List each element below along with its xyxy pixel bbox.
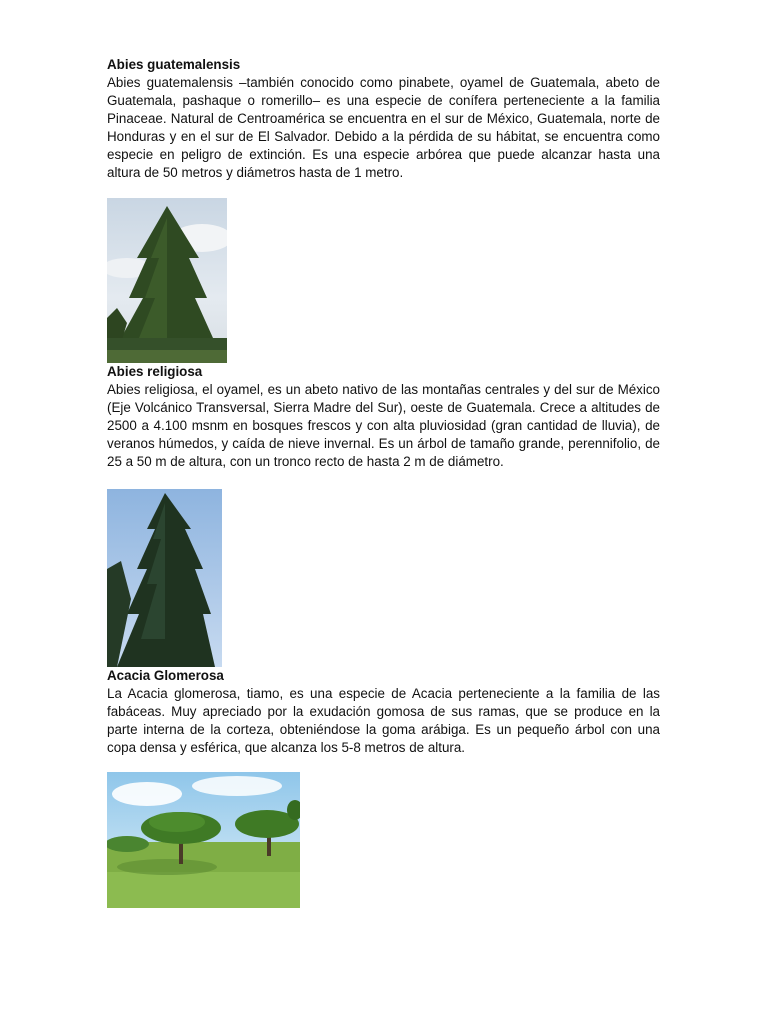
- acacia-tree-image: [107, 772, 300, 908]
- section-paragraph: La Acacia glomerosa, tiamo, es una especie de Acacia perteneciente a la familia de las fabáceas. Muy apreciado por la exudación gomosa de sus ramas, que se produce en la parte interna de la corteza, obteniéndose la goma arábiga. Es un pequeño árbol con una copa densa y esférica, que alcanza los 5-8 metros de altura.: [107, 686, 660, 755]
- abies-guatemalensis-photo: [107, 198, 227, 363]
- fir-tree-image: [107, 198, 227, 363]
- section-title: Abies guatemalensis: [107, 57, 241, 72]
- section-paragraph: Abies religiosa, el oyamel, es un abeto nativo de las montañas centrales y del sur de México (Eje Volcánico Transversal, Sierra Madre del Sur), oeste de Guatemala. Crece a altitudes de 2500 a 4.100 msnm en bosques frescos y con alta pluviosidad (gran cantidad de lluvia), de veranos húmedos, y caída de nieve invernal. Es un árbol de tamaño grande, perennifolio, de 25 a 50 m de altura, con un tronco recto de hasta 2 m de diámetro.: [107, 382, 660, 469]
- section-acacia-glomerosa: [107, 667, 660, 757]
- abies-religiosa-photo: [107, 489, 222, 667]
- section-title: Abies religiosa: [107, 364, 203, 379]
- acacia-glomerosa-photo: [107, 772, 300, 908]
- section-abies-guatemalensis: [107, 56, 660, 182]
- section-paragraph: Abies guatemalensis –también conocido como pinabete, oyamel de Guatemala, abeto de Guatemala, pashaque o romerillo– es una especie de conífera perteneciente a la familia Pinaceae. Natural de Centroamérica se encuentra en el sur de México, Guatemala, norte de Honduras y en el sur de El Salvador. Debido a la pérdida de su hábitat, se encuentra como especie en peligro de extinción. Es una especie arbórea que puede alcanzar hasta una altura de 50 metros y diámetros hasta de 1 metro.: [107, 75, 660, 180]
- fir-tree-image: [107, 489, 222, 667]
- section-abies-religiosa: [107, 363, 660, 471]
- section-title: Acacia Glomerosa: [107, 668, 224, 683]
